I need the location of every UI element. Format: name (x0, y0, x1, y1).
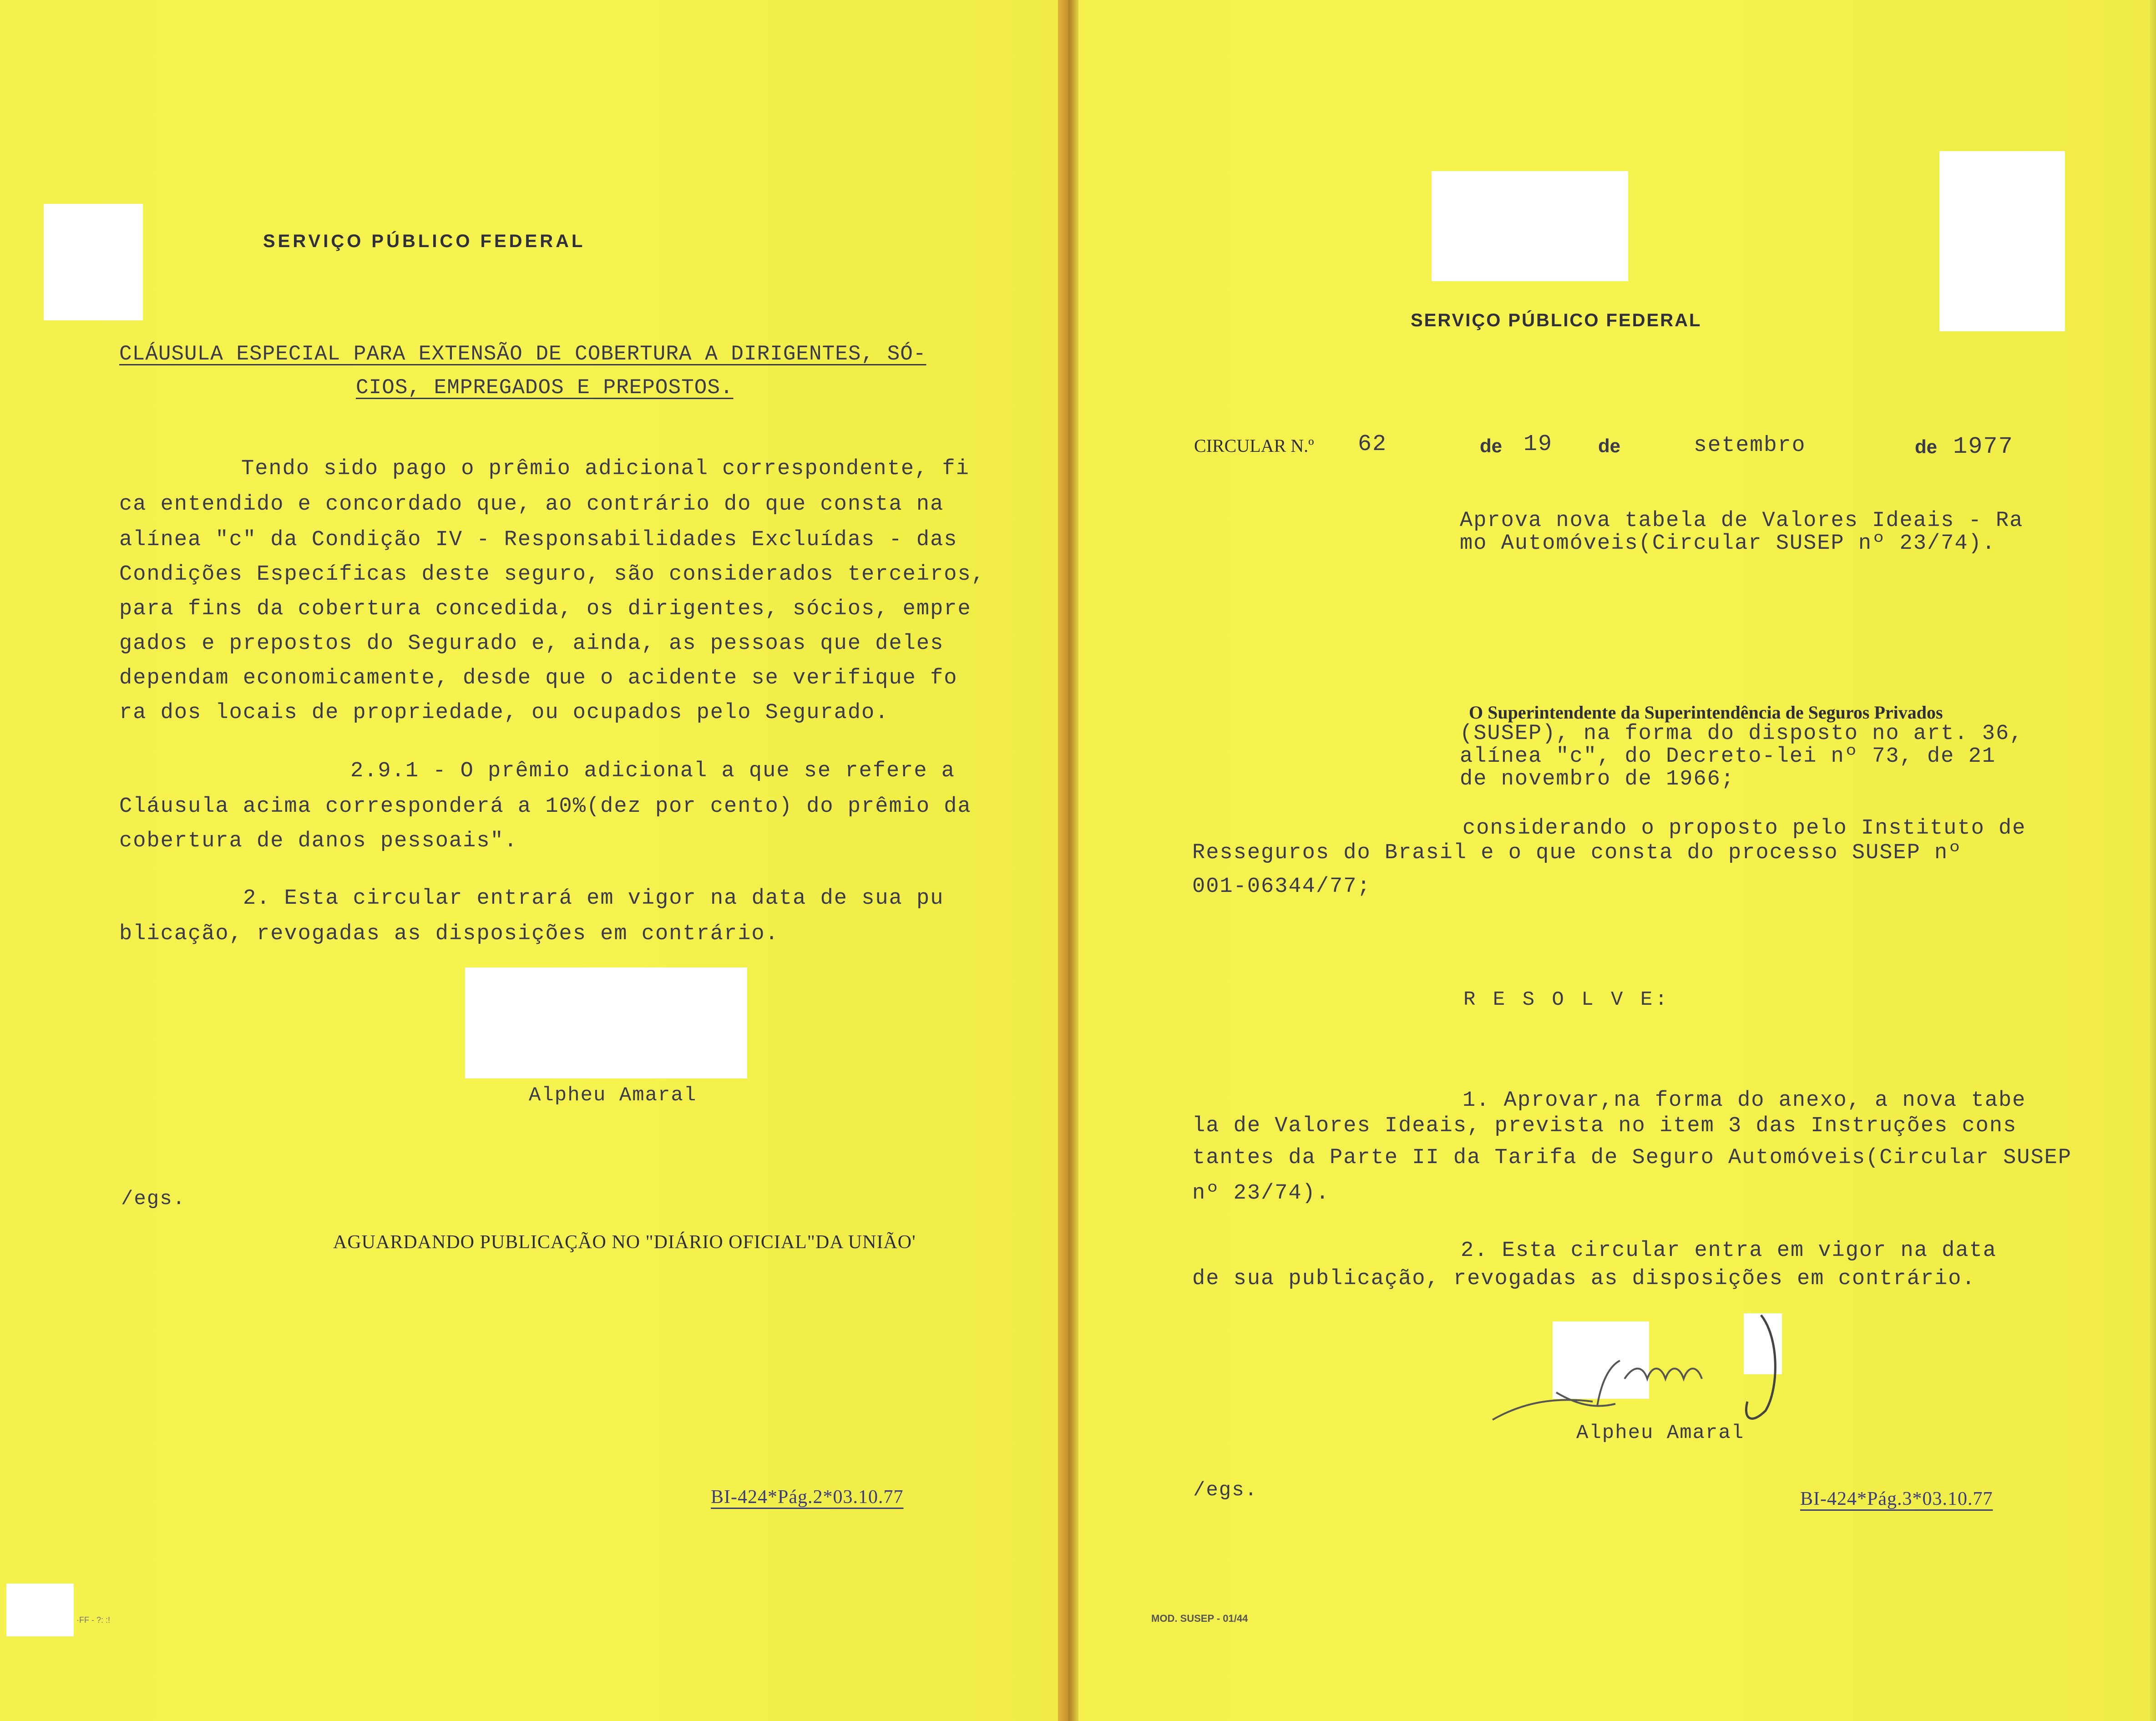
form-mark: ·FF - ?: :! (76, 1615, 110, 1625)
page-edge (2150, 0, 2156, 1721)
item-line: nº 23/74). (1192, 1181, 1330, 1205)
form-code: MOD. SUSEP - 01/44 (1151, 1613, 1248, 1624)
item-line: tantes da Parte II da Tarifa de Seguro Automóveis(Circular SUSEP (1192, 1146, 2072, 1170)
item-line: 1. Aprovar,na forma do anexo, a nova tabe (1463, 1088, 2026, 1113)
bulletin-reference: BI-424*Pág.2*03.10.77 (711, 1487, 904, 1508)
redaction-box (6, 1584, 74, 1636)
preamble-line: (SUSEP), na forma do disposto no art. 36, (1460, 722, 2024, 746)
preamble-line: O Superintendente da Superintendência de Seguros Privados (1469, 702, 1943, 723)
preamble-line: Resseguros do Brasil e o que consta do processo SUSEP nº (1192, 841, 1962, 865)
left-page (0, 0, 1065, 1721)
circular-day: 19 (1523, 431, 1553, 457)
redaction-box (1939, 151, 2065, 331)
paragraph-line: alínea "c" da Condição IV - Responsabilidades Excluídas - das (119, 528, 958, 552)
circular-year: 1977 (1953, 433, 2014, 460)
paragraph-line: 2. Esta circular entrará em vigor na data de sua pu (243, 886, 944, 911)
paragraph-line: ca entendido e concordado que, ao contrário do que consta na (119, 492, 944, 516)
typist-initials: /egs. (121, 1188, 186, 1210)
paragraph-line: dependam economicamente, desde que o acidente se verifique fo (119, 666, 958, 690)
paragraph-line: Condições Específicas deste seguro, são considerados terceiros, (119, 562, 985, 587)
signatory-name: Alpheu Amaral (529, 1084, 697, 1107)
signature-redaction (465, 967, 747, 1078)
preamble-line: alínea "c", do Decreto-lei nº 73, de 21 (1460, 744, 1996, 769)
date-preposition: de (1915, 436, 1938, 457)
right-page-header: SERVIÇO PÚBLICO FEDERAL (1411, 310, 1702, 330)
circular-number: 62 (1358, 431, 1387, 457)
clause-title-line1: CLÁUSULA ESPECIAL PARA EXTENSÃO DE COBERTURA A DIRIGENTES, SÓ- (119, 342, 926, 366)
paragraph-line: ra dos locais de propriedade, ou ocupados pelo Segurado. (119, 701, 889, 725)
resolve-heading: R E S O L V E: (1463, 988, 1670, 1011)
item-line: 2. Esta circular entra em vigor na data (1461, 1239, 1997, 1263)
paragraph-line: cobertura de danos pessoais". (119, 829, 518, 853)
preamble-line: de novembro de 1966; (1460, 767, 1735, 791)
circular-month: setembro (1694, 433, 1806, 458)
left-page-header: SERVIÇO PÚBLICO FEDERAL (263, 231, 586, 251)
item-line: la de Valores Ideais, prevista no item 3 das Instruções cons (1192, 1114, 2017, 1138)
preamble-line: considerando o proposto pelo Instituto de (1463, 816, 2026, 840)
redaction-box (44, 204, 143, 320)
paragraph-line: 2.9.1 - O prêmio adicional a que se refere a (350, 759, 956, 783)
summary-line: mo Automóveis(Circular SUSEP nº 23/74). (1460, 531, 1996, 556)
signatory-name: Alpheu Amaral (1576, 1422, 1745, 1444)
summary-line: Aprova nova tabela de Valores Ideais - Ra (1460, 509, 2024, 533)
circular-label: CIRCULAR N.º (1194, 435, 1314, 456)
clause-title-line2: CIOS, EMPREGADOS E PREPOSTOS. (356, 376, 734, 400)
paragraph-line: Cláusula acima corresponderá a 10%(dez por cento) do prêmio da (119, 795, 972, 819)
redaction-box (1432, 171, 1628, 281)
page-fold (1058, 0, 1078, 1721)
date-preposition: de (1598, 435, 1621, 456)
date-preposition: de (1480, 435, 1503, 456)
publication-notice: AGUARDANDO PUBLICAÇÃO NO "DIÁRIO OFICIAL"DA UNIÃO' (333, 1232, 916, 1253)
bulletin-reference: BI-424*Pág.3*03.10.77 (1800, 1488, 1993, 1509)
handwritten-signature (1488, 1311, 1807, 1438)
paragraph-line: blicação, revogadas as disposições em contrário. (119, 922, 779, 946)
paragraph-line: gados e prepostos do Segurado e, ainda, as pessoas que deles (119, 632, 944, 656)
paragraph-line: para fins da cobertura concedida, os dirigentes, sócios, empre (119, 597, 972, 621)
preamble-line: 001-06344/77; (1192, 875, 1371, 899)
paragraph-line: Tendo sido pago o prêmio adicional correspondente, fi (241, 457, 970, 481)
typist-initials: /egs. (1193, 1479, 1258, 1502)
item-line: de sua publicação, revogadas as disposições em contrário. (1192, 1267, 1976, 1291)
